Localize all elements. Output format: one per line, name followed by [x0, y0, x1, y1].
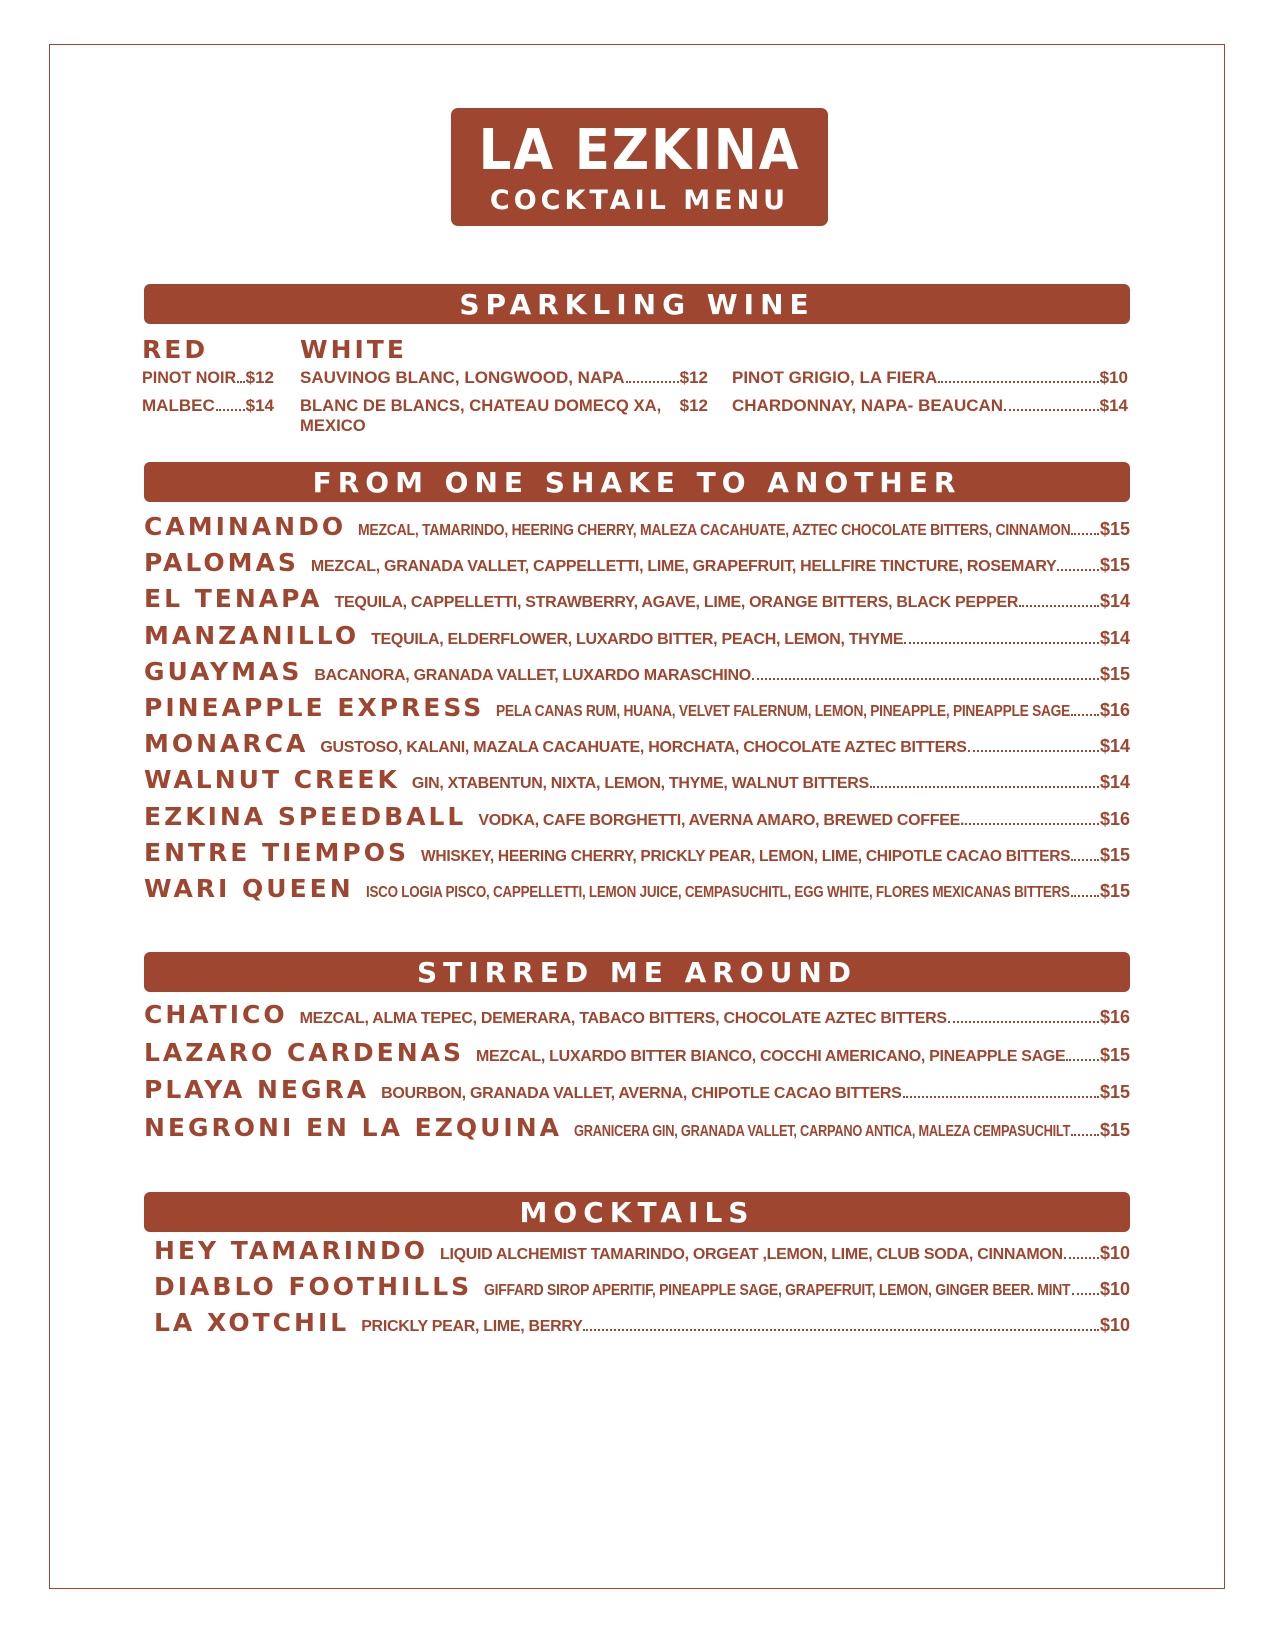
wine-price: $12: [245, 368, 274, 387]
item-name: LAZARO CARDENAS: [144, 1037, 465, 1067]
section-heading-mocktails: MOCKTAILS: [144, 1192, 1130, 1232]
menu-item: [144, 874, 1130, 906]
leader-dots: [1066, 1058, 1099, 1061]
wine-item: [142, 396, 274, 418]
item-name: WALNUT CREEK: [144, 765, 400, 795]
wine-item: [732, 368, 1128, 390]
item-price: $15: [1099, 881, 1130, 901]
item-name: LA XOTCHIL: [154, 1308, 350, 1337]
menu-item: [144, 693, 1130, 725]
leader-dots: [1004, 408, 1099, 411]
item-price: $14: [1099, 591, 1130, 612]
logo-badge: [451, 108, 828, 226]
item-description: GIFFARD SIROP APERITIF, PINEAPPLE SAGE, GRAPEFRUIT, LEMON, GINGER BEER. MINT: [484, 1282, 1071, 1299]
leader-dots: [903, 1095, 1099, 1098]
wine-price: $12: [679, 396, 708, 415]
item-price: $15: [1099, 1044, 1130, 1065]
item-name: GUAYMAS: [144, 656, 303, 686]
item-description: LIQUID ALCHEMIST TAMARINDO, ORGEAT ,LEMON, LIME, CLUB SODA, CINNAMON: [439, 1246, 1063, 1263]
item-name: PLAYA NEGRA: [144, 1075, 370, 1104]
menu-item: [154, 1272, 1130, 1304]
item-description: MEZCAL, TAMARINDO, HEERING CHERRY, MALEZA CACAHUATE, AZTEC CHOCOLATE BITTERS, CINNAMON: [358, 522, 1071, 539]
menu-item: [144, 1000, 1130, 1032]
item-price: $15: [1099, 519, 1130, 539]
item-description: PELA CANAS RUM, HUANA, VELVET FALERNUM, LEMON, PINEAPPLE, PINEAPPLE SAGE: [496, 703, 1071, 720]
wine-name: PINOT NOIR: [142, 368, 237, 387]
item-price: $10: [1099, 1243, 1130, 1263]
section-heading-stirred: STIRRED ME AROUND: [144, 952, 1130, 992]
item-price: $15: [1099, 844, 1130, 865]
leader-dots: [1057, 568, 1099, 571]
item-price: $15: [1099, 663, 1130, 684]
leader-dots: [1019, 604, 1099, 607]
item-price: $15: [1099, 1082, 1130, 1102]
item-price: $15: [1099, 555, 1130, 576]
leader-dots: [216, 408, 245, 411]
item-name: MONARCA: [144, 729, 309, 759]
item-price: $16: [1099, 700, 1130, 720]
section-heading-sparkling: SPARKLING WINE: [144, 284, 1130, 324]
item-name: CAMINANDO: [144, 512, 347, 541]
wine-price: $12: [679, 368, 708, 387]
menu-item: [144, 729, 1130, 761]
section-heading-shake: FROM ONE SHAKE TO ANOTHER: [144, 462, 1130, 502]
menu-item: [144, 765, 1130, 797]
item-description: GRANICERA GIN, GRANADA VALLET, CARPANO ANTICA, MALEZA CEMPASUCHILT: [573, 1122, 1071, 1140]
leader-dots: [1072, 1292, 1099, 1295]
leader-dots: [237, 380, 244, 383]
item-description: GIN, XTABENTUN, NIXTA, LEMON, THYME, WALNUT BITTERS: [411, 775, 869, 793]
item-price: $16: [1099, 1007, 1130, 1027]
item-name: EZKINA SPEEDBALL: [144, 801, 467, 831]
item-description: MEZCAL, LUXARDO BITTER BIANCO, COCCHI AMERICANO, PINEAPPLE SAGE: [476, 1047, 1066, 1065]
menu-item: [144, 802, 1130, 834]
leader-dots: [1071, 532, 1099, 535]
item-description: GUSTOSO, KALANI, MAZALA CACAHUATE, HORCHATA, CHOCOLATE AZTEC BITTERS: [320, 739, 967, 757]
item-price: $14: [1099, 736, 1130, 757]
menu-item: [144, 621, 1130, 653]
white-label: WHITE: [300, 335, 407, 364]
wine-name: SAUVINOG BLANC, LONGWOOD, NAPA: [300, 368, 625, 387]
leader-dots: [1071, 1133, 1099, 1136]
item-price: $14: [1099, 772, 1130, 793]
menu-item: [154, 1236, 1130, 1268]
menu-item: [144, 512, 1130, 544]
leader-dots: [1071, 713, 1098, 716]
leader-dots: [752, 677, 1099, 680]
item-name: HEY TAMARINDO: [154, 1236, 428, 1265]
leader-dots: [938, 380, 1098, 383]
wine-item: [732, 396, 1128, 418]
item-name: PALOMAS: [144, 548, 299, 578]
leader-dots: [1071, 894, 1099, 897]
menu-item: [144, 548, 1130, 580]
wine-item: [300, 368, 708, 390]
item-description: PRICKLY PEAR, LIME, BERRY: [361, 1318, 583, 1335]
item-price: $10: [1099, 1279, 1130, 1299]
wine-price: $14: [1099, 396, 1128, 415]
menu-item: [144, 1038, 1130, 1070]
item-description: BACANORA, GRANADA VALLET, LUXARDO MARASCHINO: [314, 666, 751, 684]
wine-name: BLANC DE BLANCS, CHATEAU DOMECQ XA, MEXICO: [300, 396, 662, 435]
menu-subtitle: COCKTAIL MENU: [489, 185, 790, 216]
wine-item: [142, 368, 274, 390]
item-name: WARI QUEEN: [144, 874, 354, 903]
item-name: CHATICO: [144, 1000, 288, 1029]
item-price: $16: [1099, 808, 1130, 829]
item-description: VODKA, CAFE BORGHETTI, AVERNA AMARO, BREWED COFFEE.: [478, 811, 965, 829]
item-description: TEQUILA, CAPPELLETTI, STRAWBERRY, AGAVE, LIME, ORANGE BITTERS, BLACK PEPPER: [334, 594, 1019, 612]
wine-price: $14: [245, 396, 274, 415]
leader-dots: [626, 380, 679, 383]
item-description: TEQUILA, ELDERFLOWER, LUXARDO BITTER, PEACH, LEMON, THYME: [371, 630, 904, 648]
leader-dots: [904, 641, 1099, 644]
item-price: $10: [1099, 1315, 1130, 1335]
leader-dots: [1071, 858, 1099, 861]
item-description: MEZCAL, ALMA TEPEC, DEMERARA, TABACO BITTERS, CHOCOLATE AZTEC BITTERS: [299, 1010, 947, 1027]
leader-dots: [1064, 1256, 1099, 1259]
menu-item: [144, 1113, 1130, 1145]
wine-price: $10: [1099, 368, 1128, 387]
menu-item: [144, 657, 1130, 689]
wine-name: CHARDONNAY, NAPA- BEAUCAN: [732, 396, 1004, 415]
leader-dots: [583, 1328, 1098, 1331]
menu-item: [144, 1075, 1130, 1107]
menu-item: [144, 584, 1130, 616]
leader-dots: [968, 749, 1099, 752]
item-description: ISCO LOGIA PISCO, CAPPELLETTI, LEMON JUICE, CEMPASUCHITL, EGG WHITE, FLORES MEXICANAS BITTERS: [365, 884, 1070, 901]
leader-dots: [870, 785, 1099, 788]
wine-item: [300, 396, 708, 435]
item-name: PINEAPPLE EXPRESS: [144, 693, 485, 722]
item-description: MEZCAL, GRANADA VALLET, CAPPELLETTI, LIME, GRAPEFRUIT, HELLFIRE TINCTURE, ROSEMARY: [310, 558, 1057, 576]
item-price: $14: [1099, 627, 1130, 648]
wine-name: MALBEC: [142, 396, 215, 415]
item-name: MANZANILLO: [144, 620, 360, 650]
leader-dots: [965, 822, 1099, 825]
item-name: EL TENAPA: [144, 584, 323, 614]
wine-name: PINOT GRIGIO, LA FIERA: [732, 368, 938, 387]
item-description: WHISKEY, HEERING CHERRY, PRICKLY PEAR, LEMON, LIME, CHIPOTLE CACAO BITTERS: [420, 847, 1071, 865]
item-price: $15: [1099, 1119, 1130, 1140]
restaurant-name: LA EZKINA: [478, 118, 801, 183]
leader-dots: [948, 1020, 1099, 1023]
item-name: DIABLO FOOTHILLS: [154, 1272, 473, 1301]
menu-item: [154, 1308, 1130, 1340]
item-name: NEGRONI EN LA EZQUINA: [144, 1112, 562, 1142]
item-description: BOURBON, GRANADA VALLET, AVERNA, CHIPOTLE CACAO BITTERS: [381, 1085, 902, 1102]
menu-item: [144, 838, 1130, 870]
red-label: RED: [142, 335, 209, 364]
item-name: ENTRE TIEMPOS: [144, 837, 409, 867]
